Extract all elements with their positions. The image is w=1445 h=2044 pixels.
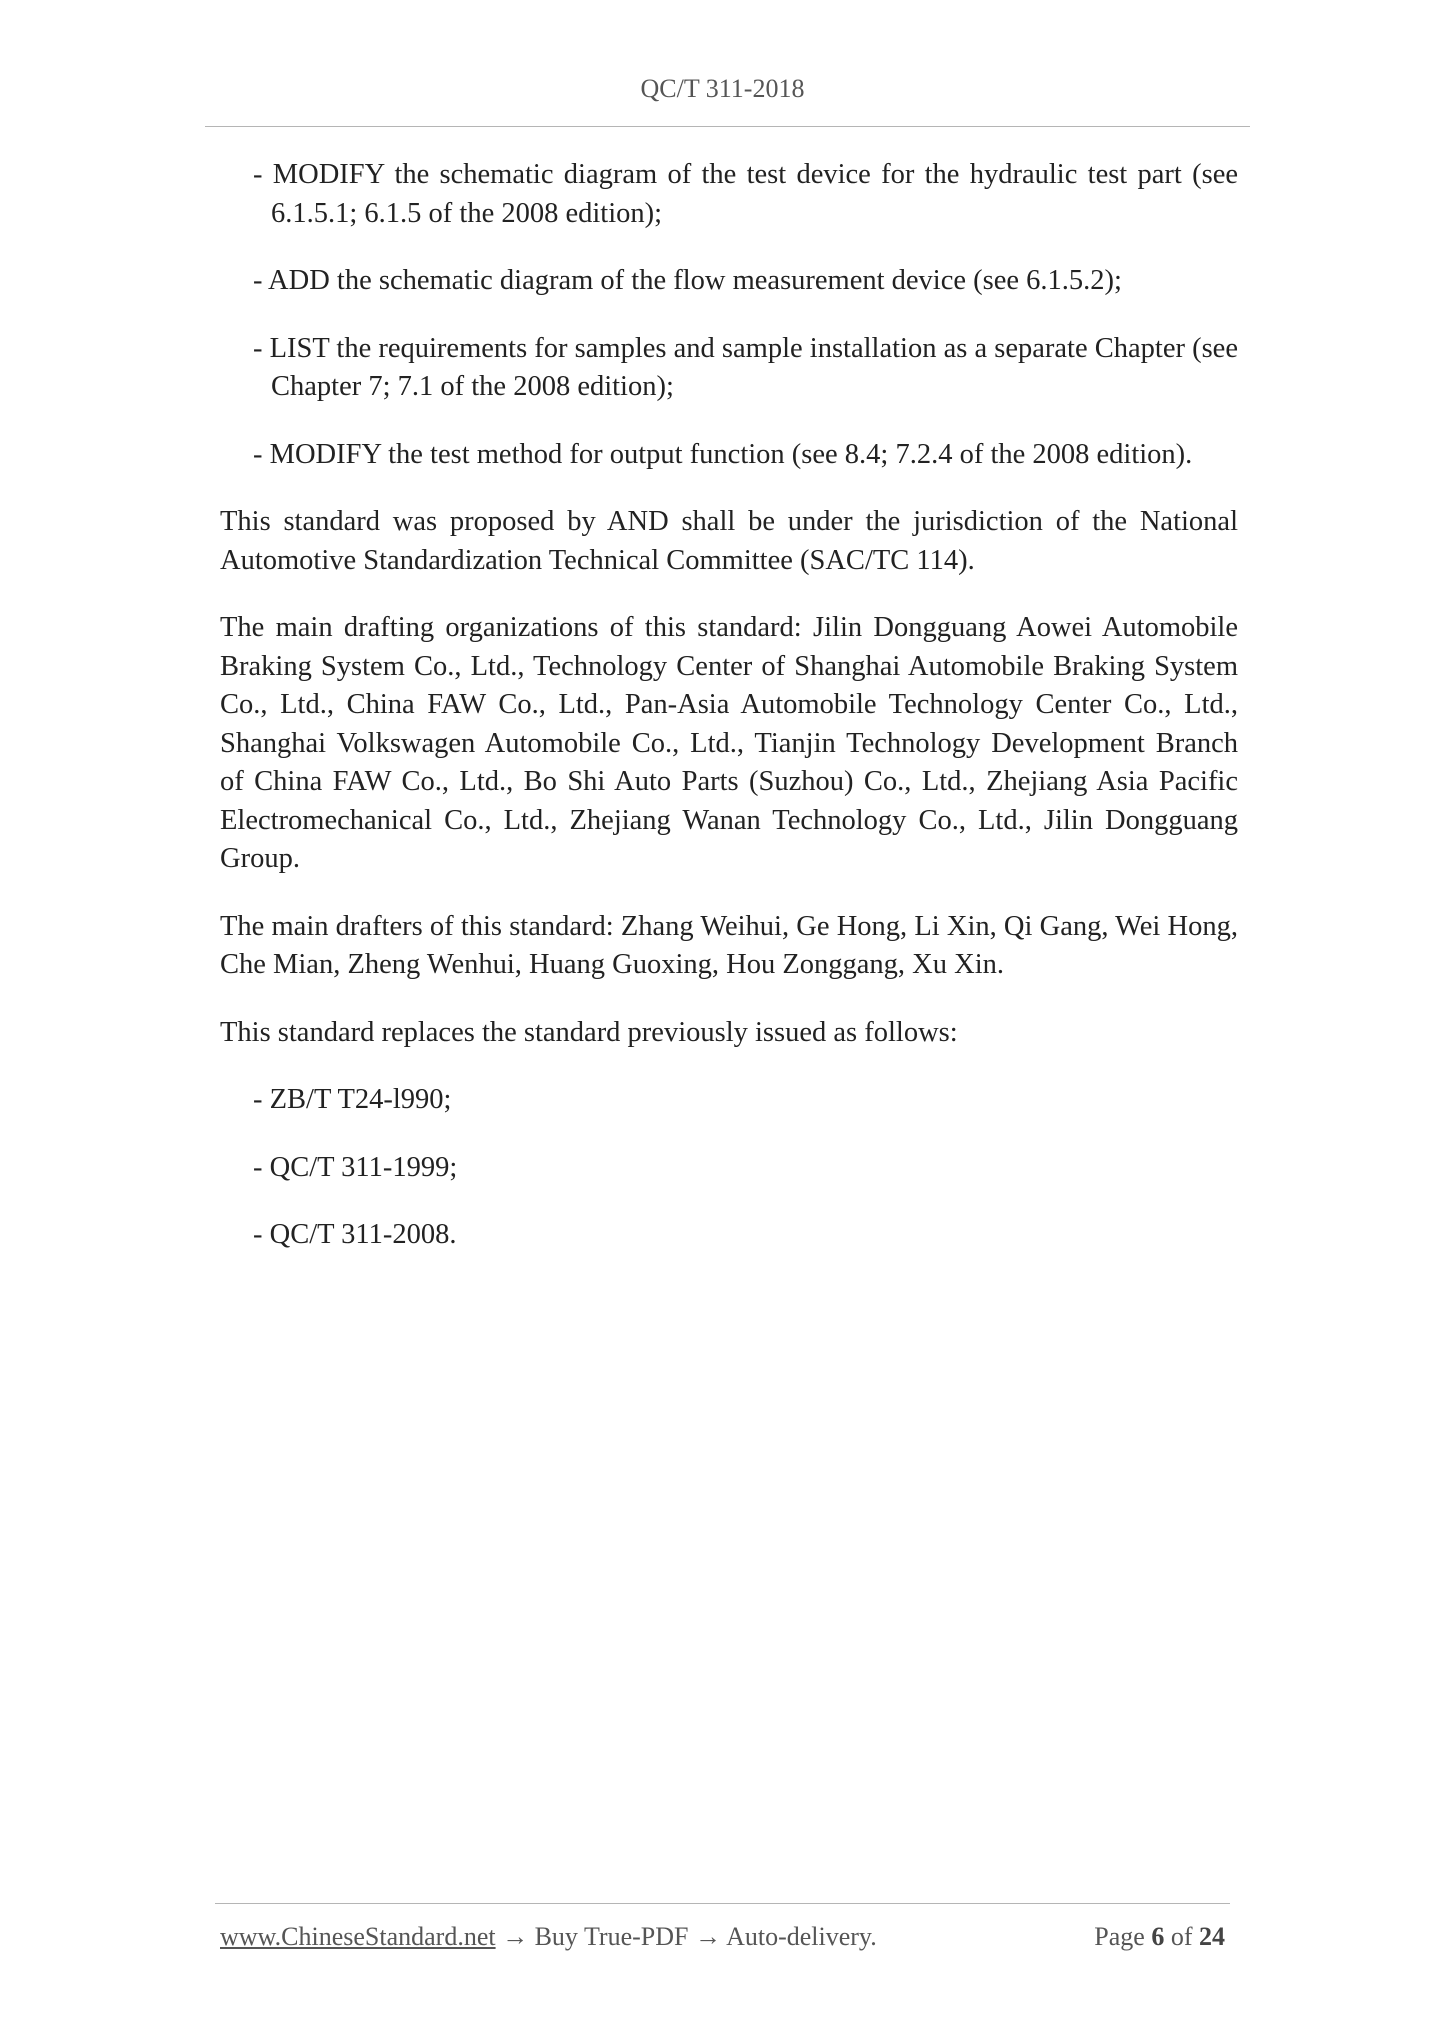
- page-of-label: of: [1170, 1922, 1193, 1951]
- replaced-standard-item-3: - QC/T 311-2008.: [253, 1219, 457, 1250]
- arrow-right-icon: →: [695, 1922, 721, 1951]
- footer-promo: [220, 1922, 877, 1952]
- page-label: Page: [1094, 1922, 1145, 1951]
- change-item-3: - LIST the requirements for samples and sample installation as a separate Chapter (see Chapter 7; 7.1 of the 2008 edition);: [253, 332, 1238, 402]
- auto-delivery-text: Auto-delivery.: [726, 1922, 877, 1951]
- drafters-paragraph: The main drafters of this standard: Zhang Weihui, Ge Hong, Li Xin, Qi Gang, Wei Hong, Che Mian, Zheng Wenhui, Huang Guoxing, Hou Zonggang, Xu Xin.: [220, 910, 1238, 980]
- website-link[interactable]: www.ChineseStandard.net: [220, 1922, 496, 1951]
- page-number: [1094, 1922, 1225, 1952]
- page-current: 6: [1151, 1922, 1165, 1951]
- replaced-standard-item-2: - QC/T 311-1999;: [253, 1151, 458, 1183]
- change-item-4: - MODIFY the test method for output function (see 8.4; 7.2.4 of the 2008 edition).: [253, 438, 1193, 470]
- footer-divider: [215, 1903, 1230, 1904]
- drafting-organizations-paragraph: The main drafting organizations of this standard: Jilin Dongguang Aowei Automobile Braking System Co., Ltd., Technology Center of Shanghai Automobile Braking System Co., Ltd., China FAW Co., Ltd., Pan-Asia Automobile Technology Center Co., Ltd., Shanghai Volkswagen Automobile Co., Ltd., Tianjin Technology Development Branch of China FAW Co., Ltd., Bo Shi Auto Parts (Suzhou) Co., Ltd., Zhejiang Asia Pacific Electromechanical Co., Ltd., Zhejiang Wanan Technology Co., Ltd., Jilin Dongguang Group.: [220, 612, 1238, 874]
- page-total: 24: [1199, 1922, 1225, 1951]
- replaced-standard-item-1: - ZB/T T24-l990;: [253, 1084, 452, 1115]
- replaces-paragraph: This standard replaces the standard previously issued as follows:: [220, 1016, 958, 1048]
- header-divider: [205, 126, 1250, 127]
- change-item-1: - MODIFY the schematic diagram of the test device for the hydraulic test part (see 6.1.5.1; 6.1.5 of the 2008 edition);: [253, 159, 1238, 229]
- arrow-right-icon: →: [502, 1922, 529, 1951]
- page-header-title: QC/T 311-2018: [640, 74, 805, 103]
- document-body: [220, 156, 1238, 1284]
- change-item-2: - ADD the schematic diagram of the flow measurement device (see 6.1.5.2);: [253, 265, 1122, 296]
- proposed-paragraph: This standard was proposed by AND shall be under the jurisdiction of the National Automotive Standardization Technical Committee (SAC/TC 114).: [220, 506, 1238, 576]
- buy-true-pdf-text: Buy True-PDF: [534, 1922, 689, 1951]
